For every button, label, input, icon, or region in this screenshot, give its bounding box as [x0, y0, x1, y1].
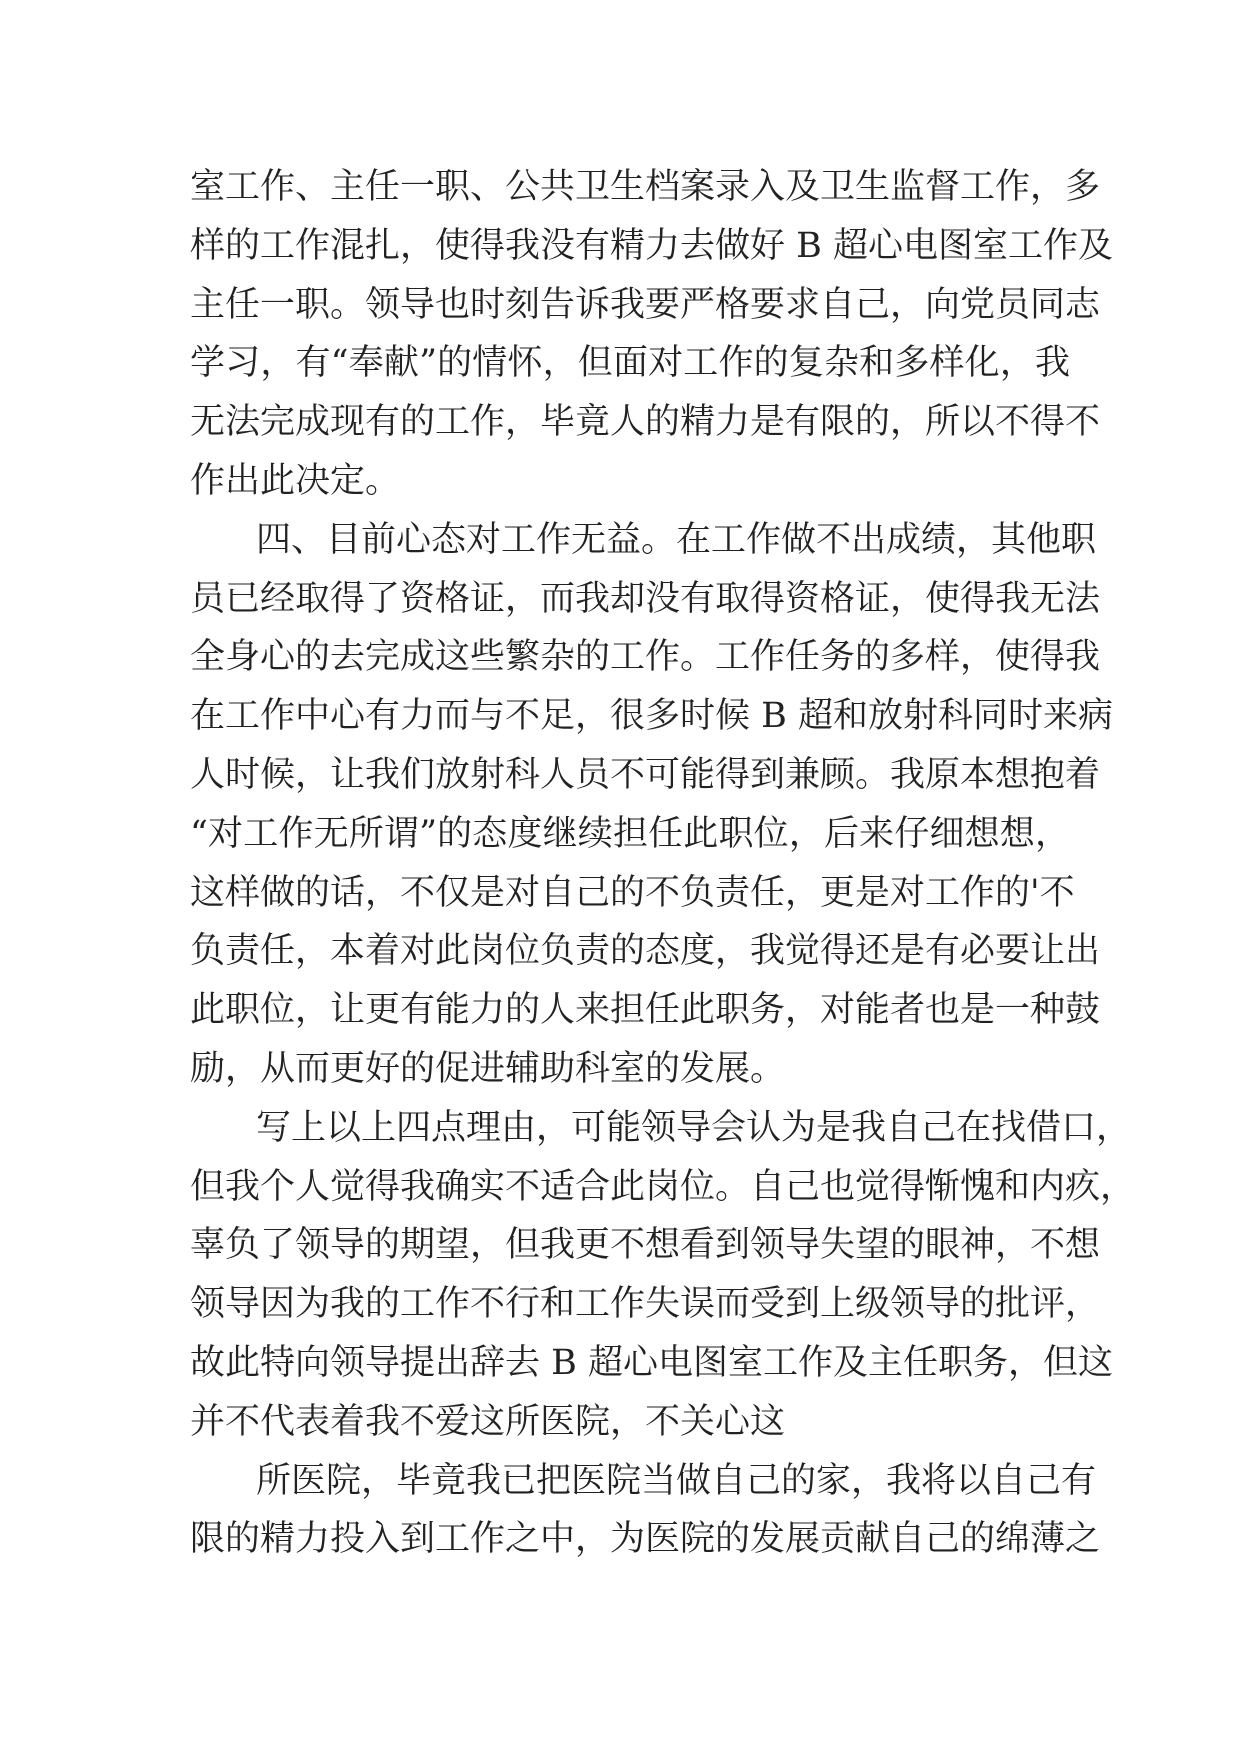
text-line: 样的工作混扎，使得我没有精力去做好 B 超心电图室工作及 [190, 225, 1113, 266]
text-line: 四、目前心态对工作无益。在工作做不出成绩，其他职 [256, 519, 1097, 560]
body-text [190, 158, 1136, 1569]
text-line: 辜负了领导的期望，但我更不想看到领导失望的眼神，不想 [190, 1225, 1101, 1266]
text-line: 并不代表着我不爱这所医院，不关心这 [190, 1401, 786, 1442]
text-line: 但我个人觉得我确实不适合此岗位。自己也觉得惭愧和内疚， [190, 1166, 1136, 1207]
paragraph-2 [190, 511, 1113, 1099]
text-line: 学习，有“奉献”的情怀，但面对工作的复杂和多样化，我 [190, 343, 1070, 384]
text-line: 员已经取得了资格证，而我却没有取得资格证，使得我无法 [190, 578, 1101, 619]
text-line: 负责任，本着对此岗位负责的态度，我觉得还是有必要让出 [190, 931, 1101, 972]
text-line: 此职位，让更有能力的人来担任此职务，对能者也是一种鼓 [190, 990, 1101, 1031]
text-line: 所医院，毕竟我已把医院当做自己的家，我将以自己有 [256, 1460, 1097, 1501]
text-line: “对工作无所谓”的态度继续担任此职位，后来仔细想想， [190, 813, 1070, 854]
text-line: 励，从而更好的促进辅助科室的发展。 [190, 1048, 786, 1089]
text-line: 全身心的去完成这些繁杂的工作。工作任务的多样，使得我 [190, 637, 1101, 678]
text-line: 人时候，让我们放射科人员不可能得到兼顾。我原本想抱着 [190, 754, 1101, 795]
text-line: 故此特向领导提出辞去 B 超心电图室工作及主任职务，但这 [190, 1342, 1113, 1383]
paragraph-3 [190, 1099, 1136, 1452]
text-line: 主任一职。领导也时刻告诉我要严格要求自己，向党员同志 [190, 284, 1101, 325]
paragraph-1 [190, 158, 1113, 511]
text-line: 在工作中心有力而与不足，很多时候 B 超和放射科同时来病 [190, 696, 1113, 737]
text-line: 室工作、主任一职、公共卫生档案录入及卫生监督工作，多 [190, 167, 1101, 207]
text-line: 写上以上四点理由，可能领导会认为是我自己在找借口， [256, 1107, 1132, 1148]
text-line: 这样做的话，不仅是对自己的不负责任，更是对工作的'不 [190, 872, 1075, 913]
text-line: 限的精力投入到工作之中，为医院的发展贡献自己的绵薄之 [190, 1519, 1101, 1560]
text-line: 无法完成现有的工作，毕竟人的精力是有限的，所以不得不 [190, 402, 1101, 443]
text-line: 领导因为我的工作不行和工作失误而受到上级领导的批评， [190, 1284, 1101, 1325]
paragraph-4 [190, 1452, 1101, 1570]
text-line: 作出此决定。 [190, 460, 401, 501]
